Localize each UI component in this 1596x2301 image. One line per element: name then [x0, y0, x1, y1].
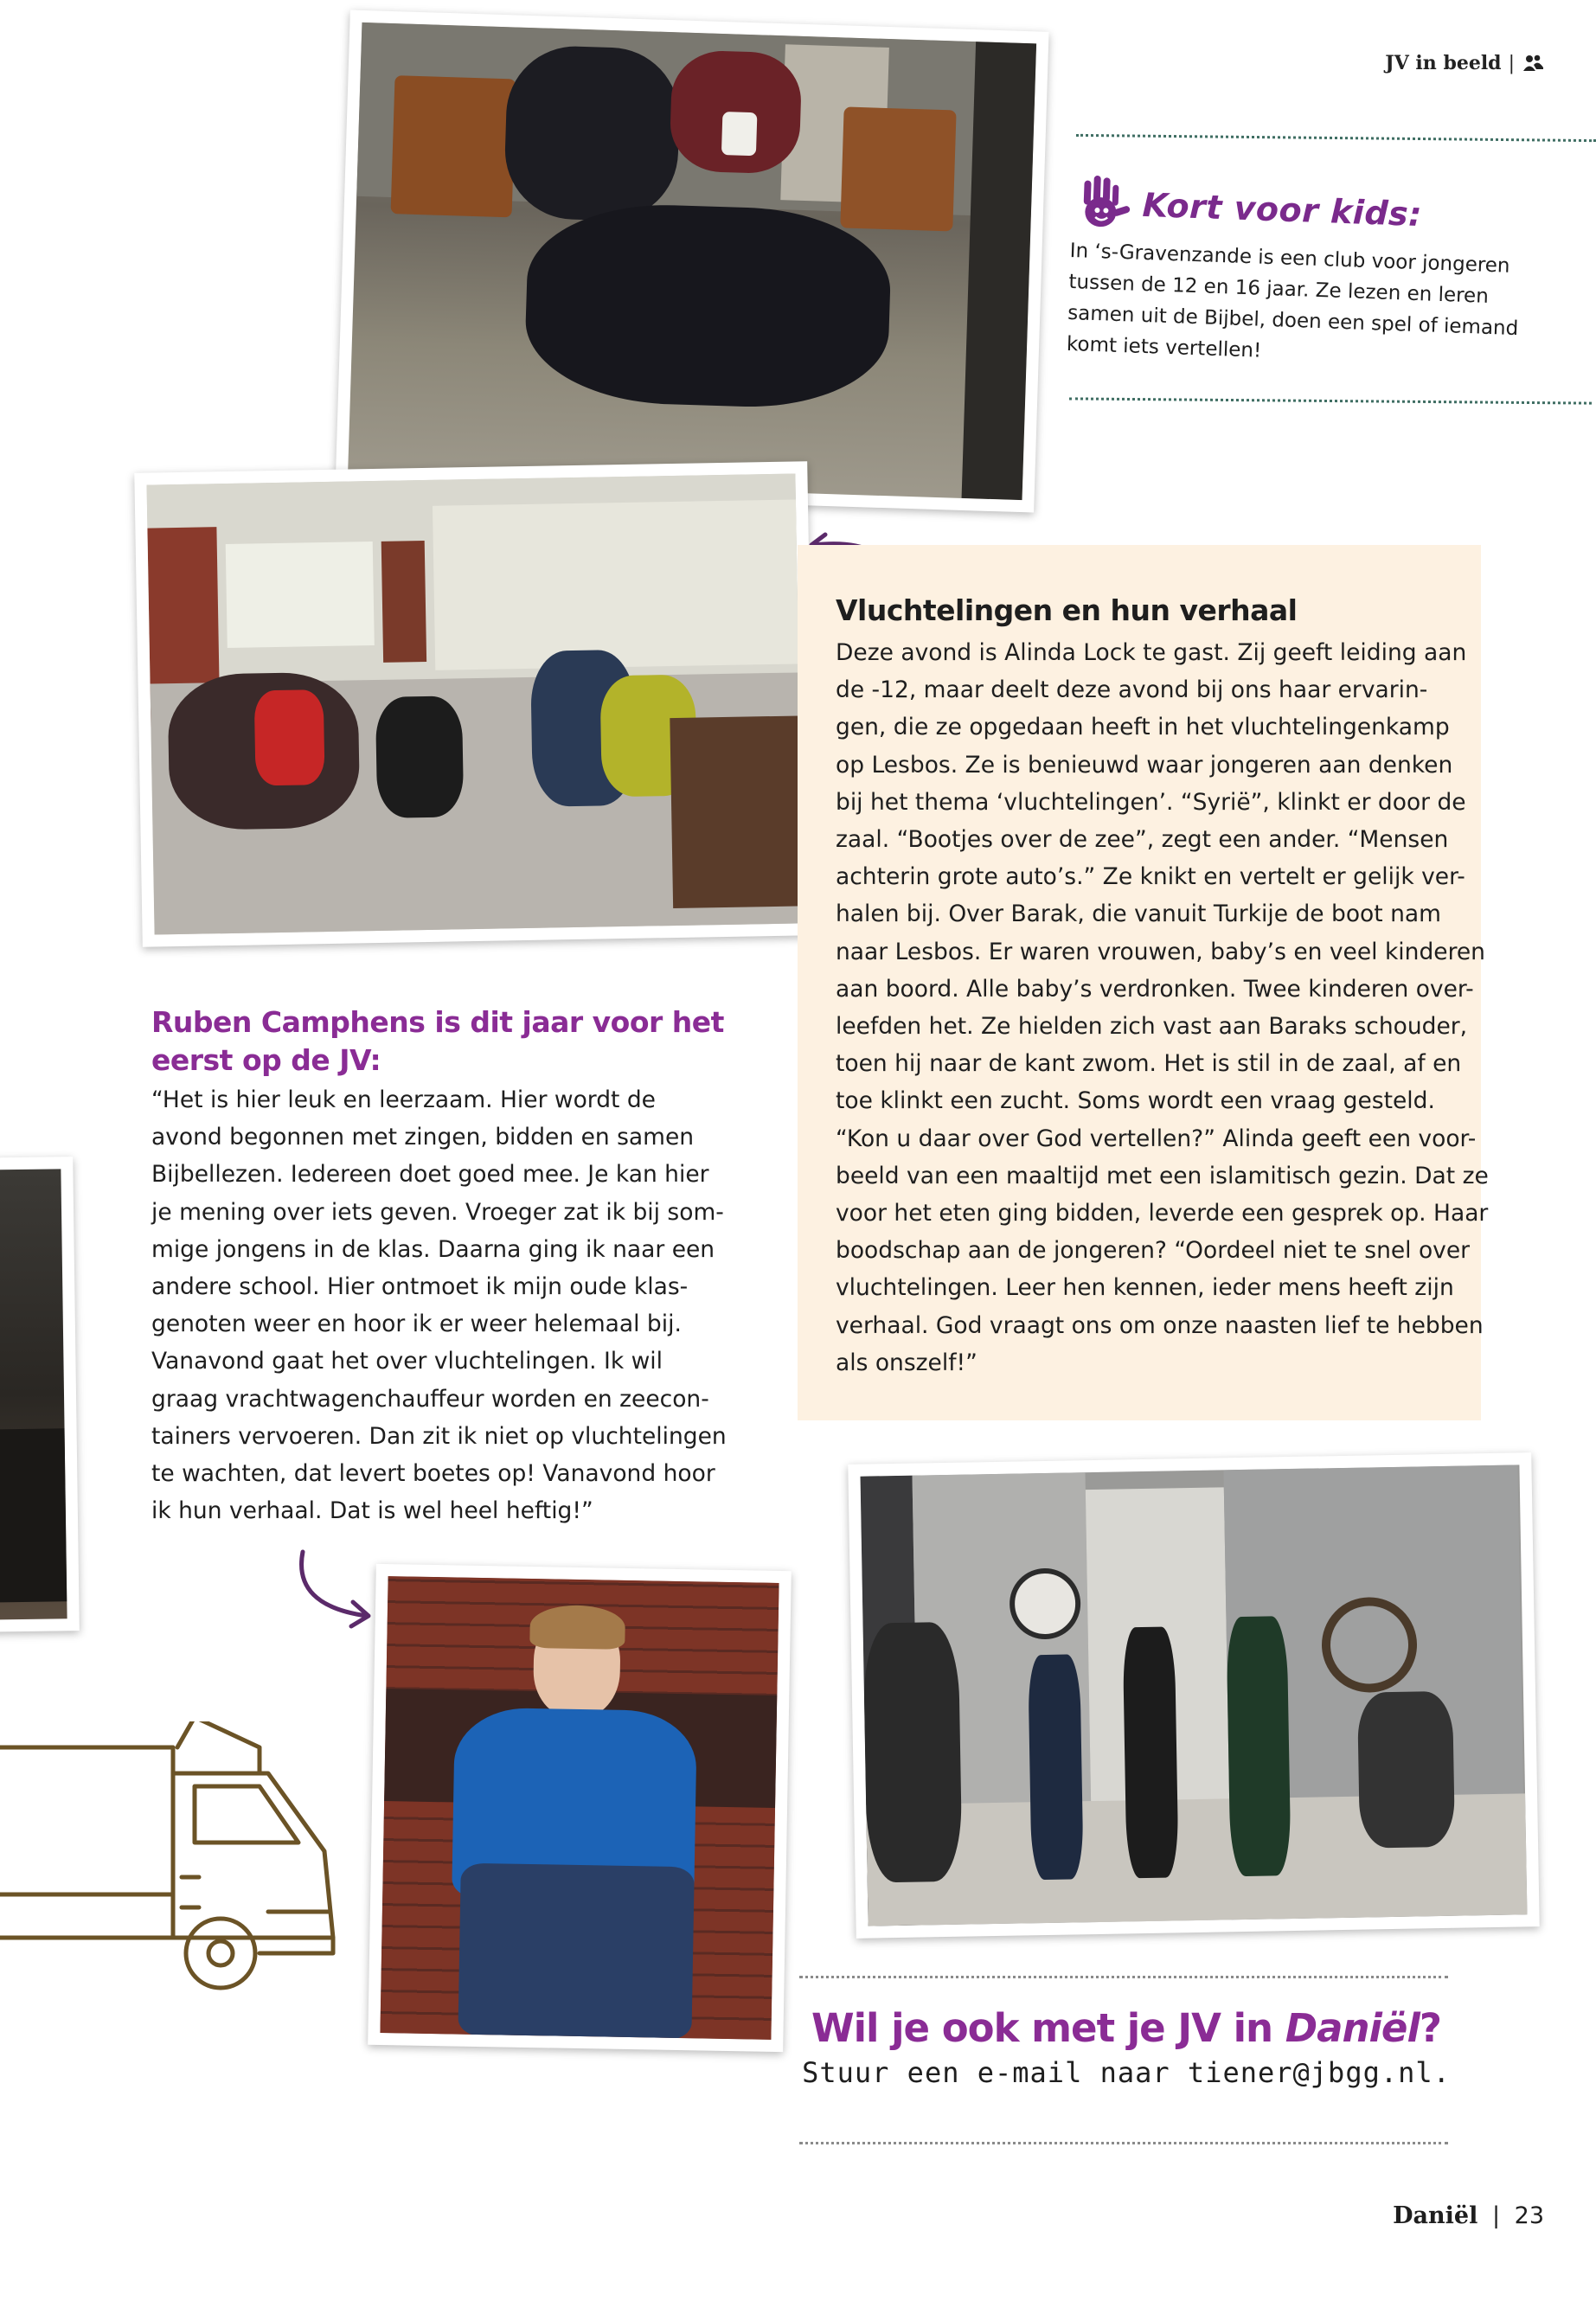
section-header — [1385, 52, 1544, 74]
article-line: vluchtelingen. Leer hen kennen, ieder mens heeft zijn — [836, 1274, 1454, 1302]
header-separator: | — [1508, 52, 1515, 74]
article-line: verhaal. God vraagt ons om onze naasten lief te hebben — [836, 1311, 1484, 1339]
quote-line: avond begonnen met zingen, bidden en samen — [151, 1124, 695, 1151]
quote-title-line: eerst op de JV: — [151, 1043, 381, 1077]
quote-line: “Het is hier leuk en leerzaam. Hier wordt de — [151, 1086, 656, 1113]
quote-line: genoten weer en hoor ik er weer helemaal bij. — [151, 1311, 682, 1338]
article-body — [836, 634, 1489, 1381]
arrow-down-right-icon — [291, 1545, 386, 1631]
footer-separator: | — [1491, 2202, 1501, 2229]
quote-line: tainers vervoeren. Dan zit ik niet op vluchtelingen — [151, 1422, 727, 1450]
divider-cta-top — [799, 1976, 1448, 1978]
quote-line: te wachten, dat levert boetes op! Vanavond hoor — [151, 1460, 715, 1488]
quote-line: ik hun verhaal. Dat is wel heel heftig!” — [151, 1497, 593, 1525]
quote-line: mige jongens in de klas. Daarna ging ik naar een — [151, 1235, 715, 1263]
article-line: op Lesbos. Ze is benieuwd waar jongeren aan denken — [836, 751, 1453, 779]
footer-magazine: Daniël — [1393, 2202, 1478, 2229]
divider-top — [1076, 134, 1596, 142]
quote-body — [151, 1081, 757, 1529]
photo-partial-left — [0, 1157, 80, 1632]
article-line: naar Lesbos. Er waren vrouwen, baby’s en veel kinderen — [836, 938, 1485, 965]
cta-title-text: Wil je ook met je JV in — [811, 2005, 1285, 2051]
page-footer — [1393, 2202, 1544, 2229]
article-line: leefden het. Ze hielden zich vast aan Baraks schouder, — [836, 1013, 1468, 1041]
photo-ruben-portrait — [368, 1564, 792, 2052]
kids-line: komt iets vertellen! — [1066, 332, 1262, 362]
quote-line: andere school. Hier ontmoet ik mijn oude klas- — [151, 1273, 689, 1301]
article-line: zaal. “Bootjes over de zee”, zegt een ander. “Mensen — [836, 826, 1449, 854]
article-box — [798, 545, 1489, 1420]
kids-line: In ‘s-Gravenzande is een club voor jongeren — [1069, 239, 1510, 278]
photo-game-night — [848, 1452, 1539, 1939]
photo-group-game — [335, 10, 1048, 512]
kids-title: Kort voor kids: — [1141, 185, 1423, 234]
article-line: aan boord. Alle baby’s verdronken. Twee kinderen over- — [836, 975, 1474, 1003]
quote-line: Bijbellezen. Iedereen doet goed mee. Je kan hier — [151, 1161, 709, 1189]
article-line: gen, die ze opgedaan heeft in het vluchtelingenkamp — [836, 714, 1450, 741]
article-line: de -12, maar deelt deze avond bij ons haar ervarin- — [836, 676, 1428, 704]
article-line: toe klinkt een zucht. Soms wordt een vraag gesteld. — [836, 1087, 1435, 1115]
truck-illustration — [0, 1721, 363, 2007]
article-line: Deze avond is Alinda Lock te gast. Zij geeft leiding aan — [836, 639, 1467, 666]
cta-block — [798, 2005, 1455, 2089]
article-line: boodschap aan de jongeren? “Oordeel niet te snel over — [836, 1237, 1471, 1265]
article-line: voor het eten ging bidden, leverde een gesprek op. Haar — [836, 1200, 1489, 1227]
article-line: bij het thema ‘vluchtelingen’. “Syrië”, klinkt er door de — [836, 788, 1466, 816]
divider-cta-bottom — [799, 2142, 1448, 2144]
handprint-icon — [1070, 171, 1132, 235]
article-line: “Kon u daar over God vertellen?” Alinda geeft een voor- — [836, 1125, 1477, 1152]
kids-line: samen uit de Bijbel, doen een spel of iemand — [1067, 301, 1519, 341]
page-number: 23 — [1514, 2202, 1544, 2229]
quote-line: je mening over iets geven. Vroeger zat ik bij som- — [151, 1198, 724, 1226]
photo-meeting-room — [134, 461, 815, 946]
quote-line: graag vrachtwagenchauffeur worden en zeecon- — [151, 1385, 709, 1413]
article-line: achterin grote auto’s.” Ze knikt en vertelt er gelijk ver- — [836, 863, 1465, 891]
article-line: beeld van een maaltijd met een islamitisch gezin. Dat ze — [836, 1162, 1489, 1189]
quote-line: Vanavond gaat het over vluchtelingen. Ik wil — [151, 1348, 663, 1375]
quote-block — [151, 1003, 757, 1529]
people-icon — [1522, 54, 1544, 73]
article-line: halen bij. Over Barak, die vanuit Turkije de boot nam — [836, 901, 1441, 928]
kids-box — [1066, 171, 1522, 375]
section-title: JV in beeld — [1385, 52, 1502, 74]
article-line: als onszelf!” — [836, 1349, 977, 1376]
cta-title-magazine: Daniël — [1285, 2005, 1420, 2051]
cta-title-end: ? — [1419, 2005, 1441, 2051]
cta-title — [798, 2005, 1455, 2051]
cta-email-line[interactable]: Stuur een e-mail naar tiener@jbgg.nl. — [802, 2056, 1451, 2089]
kids-line: tussen de 12 en 16 jaar. Ze lezen en leren — [1068, 270, 1490, 308]
quote-title — [151, 1003, 757, 1080]
article-line: toen hij naar de kant zwom. Het is stil in de zaal, af en — [836, 1050, 1462, 1078]
quote-title-line: Ruben Camphens is dit jaar voor het — [151, 1005, 724, 1039]
kids-text — [1066, 235, 1520, 375]
article-title: Vluchtelingen en hun verhaal — [836, 593, 1298, 627]
divider-kids — [1069, 397, 1592, 404]
